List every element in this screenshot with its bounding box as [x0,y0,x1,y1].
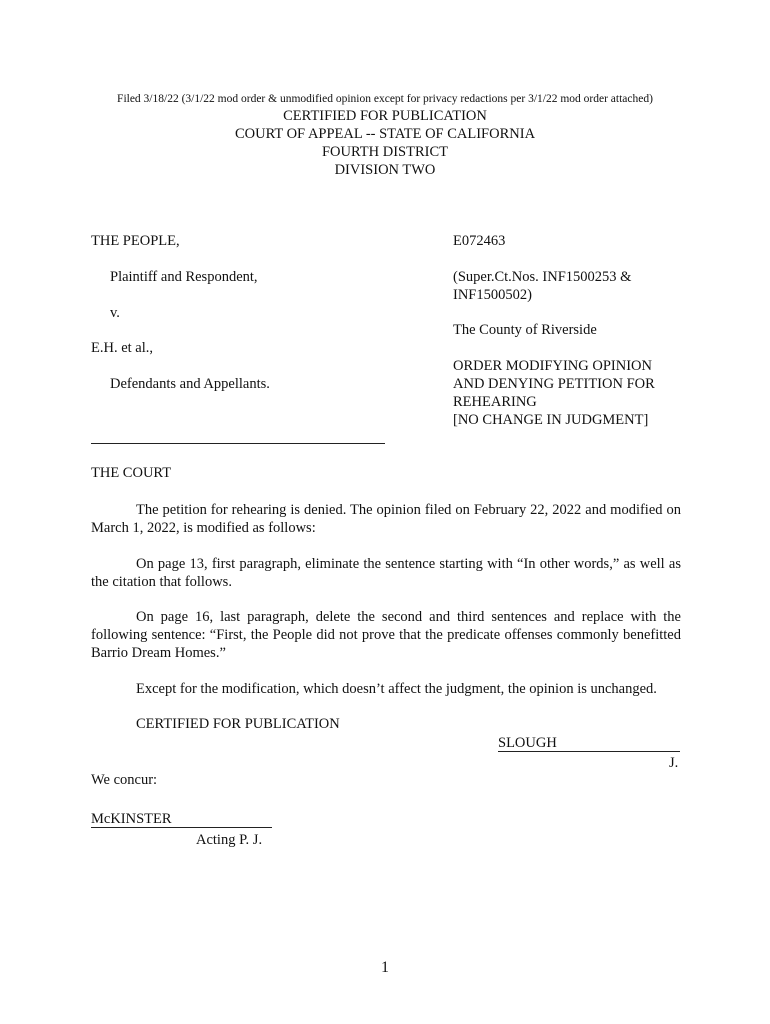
order-title-line3: REHEARING [453,394,537,410]
plaintiff-role: Plaintiff and Respondent, [110,269,258,285]
case-number: E072463 [453,233,506,249]
district-heading: FOURTH DISTRICT [321,144,448,160]
order-title-line1: ORDER MODIFYING OPINION [453,358,652,374]
author-judge-name: SLOUGH [498,735,557,751]
superior-court-numbers-line2: INF1500502) [453,287,532,303]
versus-text: v. [110,305,120,321]
filed-note: Filed 3/18/22 (3/1/22 mod order & unmodified opinion except for privacy redactions per 3/1/22 mod order attached) [117,93,653,105]
division-heading: DIVISION TWO [334,162,436,178]
defendant-name: E.H. et al., [91,340,154,356]
concurring-judge-title: Acting P. J. [196,832,263,848]
paragraph-judgment-unchanged: Except for the modification, which doesn’t affect the judgment, the opinion is unchanged. [136,681,657,697]
paragraph-petition-denied: The petition for rehearing is denied. The opinion filed on February 22, 2022 and modified on March 1, 2022, is modified as follows: [91,502,681,536]
page-number: 1 [381,959,389,976]
author-signature-line [498,751,680,752]
certified-heading: CERTIFIED FOR PUBLICATION [283,108,487,124]
paragraph-page-13: On page 13, first paragraph, eliminate the sentence starting with “In other words,” as well as the citation that follows. [91,556,681,590]
author-judge-title: J. [669,755,679,771]
caption-divider [91,443,385,444]
we-concur-label: We concur: [91,772,158,788]
the-court-heading: THE COURT [91,465,172,481]
superior-court-numbers-line1: (Super.Ct.Nos. INF1500253 & [453,269,632,285]
order-title-line2: AND DENYING PETITION FOR [453,376,655,392]
court-heading: COURT OF APPEAL -- STATE OF CALIFORNIA [234,126,536,142]
paragraph-page-16: On page 16, last paragraph, delete the second and third sentences and replace with the following sentence: “First, the People did not prove that the predicate offenses commonly benefitted Barrio Dream Homes.” [91,609,681,661]
concurring-judge-name: McKINSTER [91,811,172,827]
county-name: The County of Riverside [453,322,597,338]
defendant-role: Defendants and Appellants. [110,376,270,392]
certified-for-publication: CERTIFIED FOR PUBLICATION [136,716,340,732]
concurring-signature-line [91,827,272,828]
plaintiff-name: THE PEOPLE, [91,233,180,249]
order-title-line4: [NO CHANGE IN JUDGMENT] [453,412,649,428]
